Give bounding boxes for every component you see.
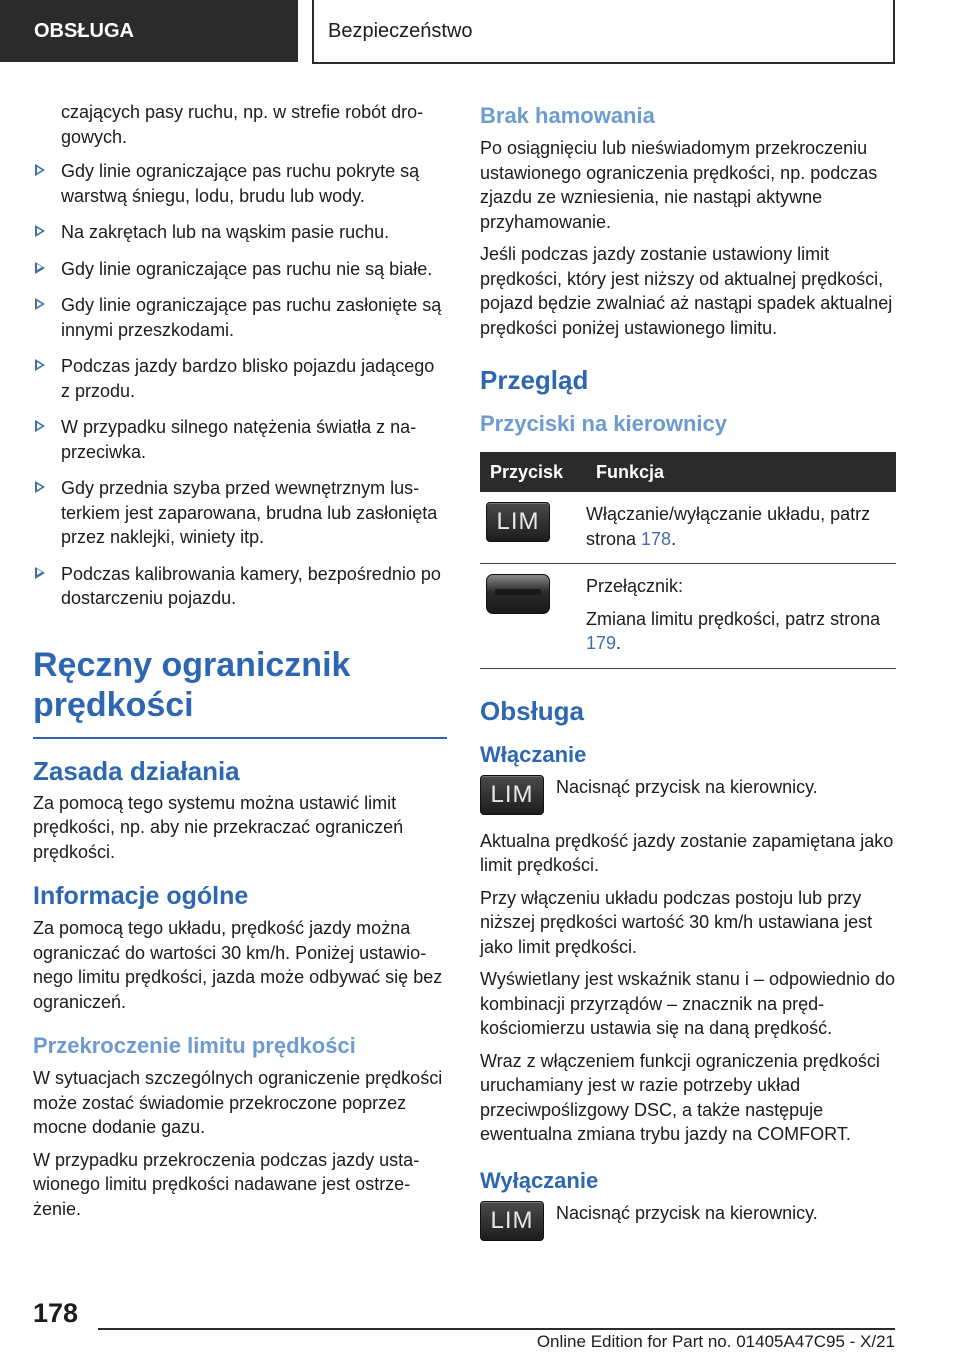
section-label: OBSŁUGA	[34, 19, 134, 42]
triangle-bullet-icon	[35, 262, 45, 274]
table-header-function: Funkcja	[586, 452, 896, 492]
table-row	[480, 564, 896, 669]
brak-heading: Brak hamowania	[480, 103, 655, 128]
wlaczanie-text-1: Aktualna prędkość jazdy zostanie zapamiętana jako limit prędkości.	[480, 830, 894, 875]
row2-text: Zmiana limitu prędkości, patrz strona 179.	[586, 608, 881, 653]
wlaczanie-instruction	[480, 775, 896, 815]
list-item: Na zakrętach lub na wąskim pasie ruchu.	[33, 220, 447, 245]
triangle-bullet-icon	[35, 164, 45, 176]
brak-text-2: Jeśli podczas jazdy zostanie ustawiony limit prędkości, który jest niższy od aktualnej prędkości, pojazd będzie zwalniać aż nastąpi spadek aktualnej prędkości poniżej ustawionego limitu.	[480, 244, 893, 338]
main-heading: Ręczny ogranicznik prędkości	[33, 645, 351, 724]
przekroczenie-text-1: W sytuacjach szczególnych ograniczenie prędkości może zostać świadomie przekroczone poprzez mocne dodanie gazu.	[33, 1068, 443, 1137]
heading-rule	[33, 737, 447, 739]
przyciski-heading: Przyciski na kierownicy	[480, 411, 728, 436]
list-item: Podczas jazdy bardzo blisko pojazdu jadącego z przodu.	[33, 354, 447, 403]
triangle-bullet-icon	[35, 298, 45, 310]
wlaczanie-action: Nacisnąć przycisk na kierownicy.	[556, 776, 818, 797]
przekroczenie-heading: Przekroczenie limitu prędkości	[33, 1033, 356, 1058]
list-item: Gdy linie ograniczające pas ruchu zasłonięte są innymi przeszkodami.	[33, 293, 447, 342]
wlaczanie-text-2: Przy włączeniu układu podczas postoju lub przy niższej prędkości wartość 30 km/h ustawiana jest jako limit prędkości.	[480, 887, 873, 957]
brak-text-1: Po osiągnięciu lub nieświadomym przekroczeniu ustawionego ograniczenia prędkości, np. podczas zjazdu ze wzniesienia, nie nastąpi aktywne przyhamowanie.	[480, 138, 878, 232]
lim-button-icon: LIM	[480, 775, 544, 815]
lim-button-icon: LIM	[480, 1201, 544, 1241]
wlaczanie-text-3: Wyświetlany jest wskaźnik stanu i – odpowiednio do kombinacji przyrządów – znacznik na prędkościomierzu ustawia się na daną prędkość.	[480, 969, 896, 1038]
triangle-bullet-icon	[35, 567, 45, 579]
list-item: W przypadku silnego natężenia światła z naprzeciwka.	[33, 415, 447, 464]
page-number: 178	[33, 1298, 79, 1328]
chapter-tab	[312, 0, 895, 64]
row2-label: Przełącznik:	[586, 576, 684, 596]
list-item: Gdy przednia szyba przed wewnętrznym lusterkiem jest zaparowana, brudna lub zasłonięta przez naklejki, winiety itp.	[33, 476, 447, 550]
intro-continuation: czających pasy ruchu, np. w strefie robót drogowych.	[61, 102, 424, 147]
obsluga-heading: Obsługa	[480, 695, 585, 726]
triangle-bullet-icon	[35, 481, 45, 493]
page-link-179[interactable]: 179	[586, 633, 617, 653]
wylaczanie-heading: Wyłączanie	[480, 1167, 599, 1193]
bullet-list	[33, 159, 447, 611]
lim-button-icon: LIM	[486, 502, 550, 542]
info-heading: Informacje ogólne	[33, 882, 249, 910]
zasada-heading: Zasada działania	[33, 755, 240, 786]
left-column	[33, 100, 447, 1229]
list-item: Podczas kalibrowania kamery, bezpośrednio po dostarczeniu pojazdu.	[33, 562, 447, 611]
table-header-button: Przycisk	[480, 452, 586, 492]
buttons-table	[480, 452, 896, 669]
triangle-bullet-icon	[35, 420, 45, 432]
row1-text: Włączanie/wyłączanie układu, patrz strona 178.	[586, 504, 871, 549]
triangle-bullet-icon	[35, 359, 45, 371]
chapter-label: Bezpieczeństwo	[328, 19, 473, 42]
przekroczenie-text-2: W przypadku przekroczenia podczas jazdy ustawionego limitu prędkości nadawane jest ostrzeżenie.	[33, 1149, 420, 1219]
table-row	[480, 492, 896, 564]
wlaczanie-heading: Włączanie	[480, 741, 587, 767]
rocker-switch-icon	[486, 574, 550, 614]
przeglad-heading: Przegląd	[480, 365, 589, 395]
footer-rule	[98, 1328, 895, 1330]
edition-text: Online Edition for Part no. 01405A47C95 - X/21	[536, 1332, 895, 1351]
list-item: Gdy linie ograniczające pas ruchu pokryte są warstwą śniegu, lodu, brudu lub wody.	[33, 159, 447, 208]
list-item: Gdy linie ograniczające pas ruchu nie są białe.	[33, 257, 447, 282]
zasada-text: Za pomocą tego systemu można ustawić limit prędkości, np. aby nie przekraczać ograniczeń prędkości.	[33, 792, 404, 862]
wlaczanie-text-4: Wraz z włączeniem funkcji ograniczenia prędkości uruchamiany jest w razie potrzeby układ przeciwpoślizgowy DSC, a także następuje ewentualna zmiana trybu jazdy na COMFORT.	[480, 1050, 880, 1144]
wylaczanie-instruction	[480, 1201, 896, 1241]
info-text: Za pomocą tego układu, prędkość jazdy można ograniczać do wartości 30 km/h. Poniżej ustawionego limitu prędkości, jazda może odbywać się bez ograniczeń.	[33, 918, 443, 1012]
right-column	[480, 100, 896, 1255]
section-tab	[0, 0, 298, 62]
wylaczanie-action: Nacisnąć przycisk na kierownicy.	[556, 1202, 818, 1223]
triangle-bullet-icon	[35, 225, 45, 237]
page-link-178[interactable]: 178	[641, 528, 672, 549]
